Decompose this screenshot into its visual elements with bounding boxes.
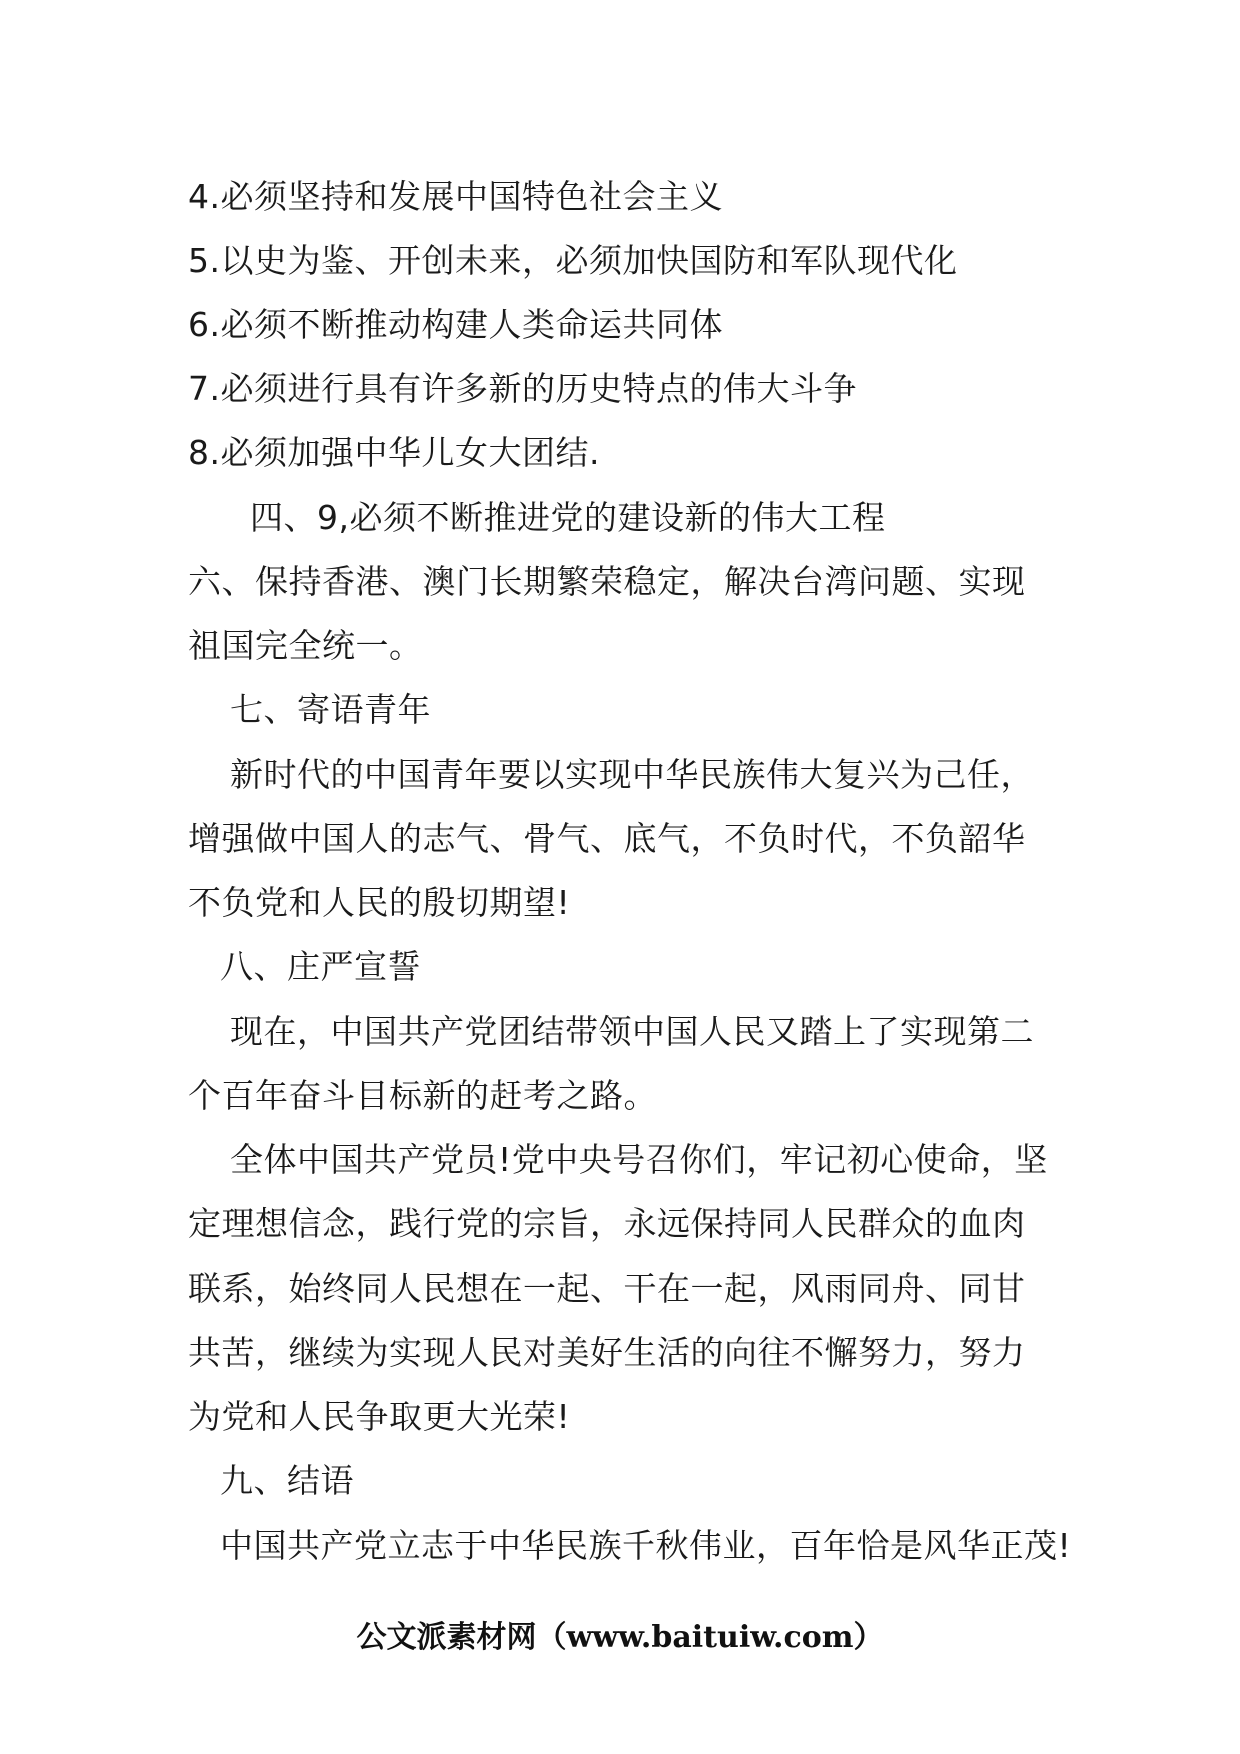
paragraph-youth-cont-2: 不负党和人民的殷切期望! <box>188 883 571 922</box>
section-heading-4: 四、9,必须不断推进党的建设新的伟大工程 <box>250 498 886 537</box>
list-item-4: 4.必须坚持和发展中国特色社会主义 <box>188 177 723 216</box>
paragraph-conclusion: 中国共产党立志于中华民族千秋伟业，百年恰是风华正茂! <box>220 1526 1072 1565</box>
list-item-6: 6.必须不断推动构建人类命运共同体 <box>188 305 723 344</box>
paragraph-members-cont-2: 联系，始终同人民想在一起、干在一起，风雨同舟、同甘 <box>188 1269 1026 1308</box>
paragraph-youth: 新时代的中国青年要以实现中华民族伟大复兴为己任， <box>230 755 1034 794</box>
section-heading-7: 七、寄语青年 <box>230 690 431 729</box>
section-heading-8: 八、庄严宣誓 <box>220 947 421 986</box>
footer-source: 公文派素材网（www.baituiw.com） <box>356 1620 884 1655</box>
paragraph-members: 全体中国共产党员!党中央号召你们，牢记初心使命，坚 <box>230 1140 1048 1179</box>
section-heading-9: 九、结语 <box>220 1461 354 1500</box>
paragraph-now: 现在，中国共产党团结带领中国人民又踏上了实现第二 <box>230 1012 1034 1051</box>
paragraph-youth-cont-1: 增强做中国人的志气、骨气、底气，不负时代，不负韶华 <box>188 819 1026 858</box>
section-heading-6-cont: 祖国完全统一。 <box>188 626 423 665</box>
list-item-8: 8.必须加强中华儿女大团结. <box>188 433 600 472</box>
paragraph-now-cont: 个百年奋斗目标新的赶考之路。 <box>188 1076 657 1115</box>
section-heading-6: 六、保持香港、澳门长期繁荣稳定，解决台湾问题、实现 <box>188 562 1026 601</box>
paragraph-members-cont-1: 定理想信念，践行党的宗旨，永远保持同人民群众的血肉 <box>188 1204 1026 1243</box>
list-item-7: 7.必须进行具有许多新的历史特点的伟大斗争 <box>188 369 857 408</box>
paragraph-members-cont-3: 共苦，继续为实现人民对美好生活的向往不懈努力，努力 <box>188 1333 1026 1372</box>
list-item-5: 5.以史为鉴、开创未来，必须加快国防和军队现代化 <box>188 241 958 280</box>
paragraph-members-cont-4: 为党和人民争取更大光荣! <box>188 1397 571 1436</box>
